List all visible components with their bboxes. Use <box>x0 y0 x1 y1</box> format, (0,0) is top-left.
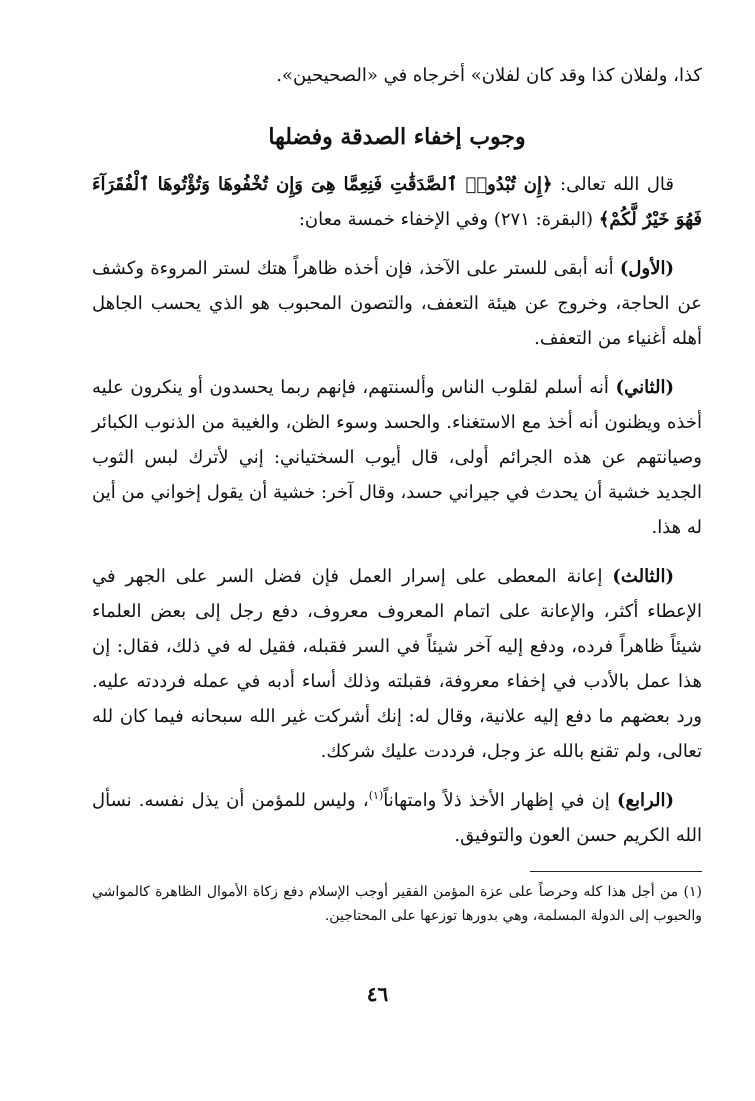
point-third <box>92 559 702 769</box>
intro-paragraph <box>92 167 702 237</box>
point-label: (الأول) <box>619 258 674 279</box>
footnote-divider <box>530 871 702 872</box>
document-page <box>92 58 702 928</box>
point-label: (الثالث) <box>612 566 674 587</box>
point-text-after: ، وليس للمؤمن أن يذل نفسه. نسأل الله الكريم حسن العون والتوفيق. <box>92 790 702 846</box>
point-text: إعانة المعطى على إسرار العمل فإن فضل السر على الجهر في الإعطاء أكثر، والإعانة على اتمام المعروف معروف، دفع رجل إلى بعض العلماء شيئاً ظاهراً فرده، ودفع إليه آخر شيئاً في السر فقبله، فقيل له في ذلك، فقال: إن هذا عمل بالأدب في إخفاء معروفة، فقبلته وذلك أساء أدبه في عمله فرددته عليه. ورد بعضهم ما دفع إليه علانية، وقال له: إنك أشركت غير الله سبحانه فيما كان لله تعالى، ولم تقنع بالله عز وجل، فرددت عليك شركك. <box>92 566 702 762</box>
point-second <box>92 370 702 545</box>
point-text: أنه أبقى للستر على الآخذ، فإن أخذه ظاهراً هتك لستر المروءة وكشف عن الحاجة، وخروج عن هيئة التعفف، والتصون المحبوب هو الذي يحسب الجاهل أهله أغنياء من التعفف. <box>92 258 702 349</box>
continuation-line: كذا، ولفلان كذا وقد كان لفلان» أخرجاه في «الصحيحين». <box>276 65 702 86</box>
point-text-before: إن في إظهار الأخذ ذلاً وامتهاناً <box>383 790 610 811</box>
point-fourth <box>92 783 702 853</box>
quran-verse: ﴿إِن تُبْدُوا۟ ٱلصَّدَقَٰتِ فَنِعِمَّا هِىَ وَإِن تُخْفُوهَا وَتُؤْتُوهَا ٱلْفُقَرَآءَ فَهُوَ خَيْرٌ لَّكُمْ﴾ <box>92 174 702 230</box>
point-label: (الرابع) <box>616 790 674 811</box>
point-label: (الثاني) <box>615 377 674 398</box>
point-text: أنه أسلم لقلوب الناس وألسنتهم، فإنهم ربما يحسدون أو ينكرون عليه أخذه ويظنون أنه أخذ مع الاستغناء. والحسد وسوء الظن، والغيبة من الذنوب الكبائر وصيانتهم عن هذه الجرائم أولى، قال أيوب السختياني: إني لأترك لبس الثوب الجديد خشية أن يحدث في جيراني حسد، وقال آخر: خشية أن يقول إخواني من أين له هذا. <box>92 377 702 538</box>
page-number: ٤٦ <box>366 982 389 1006</box>
footnote-reference: (١) <box>368 789 384 802</box>
section-heading: وجوب إخفاء الصدقة وفضلها <box>268 124 526 150</box>
footnote: (١) من أجل هذا كله وحرصاً على عزة المؤمن الفقير أوجب الإسلام دفع زكاة الأموال الظاهرة كالمواشي والحبوب إلى الدولة المسلمة، وهي بدورها توزعها على المحتاجين. <box>92 884 702 924</box>
intro-lead: قال الله تعالى: <box>560 174 674 195</box>
intro-rest: (البقرة: ٢٧١) وفي الإخفاء خمسة معان: <box>298 209 594 230</box>
point-first <box>92 251 702 356</box>
